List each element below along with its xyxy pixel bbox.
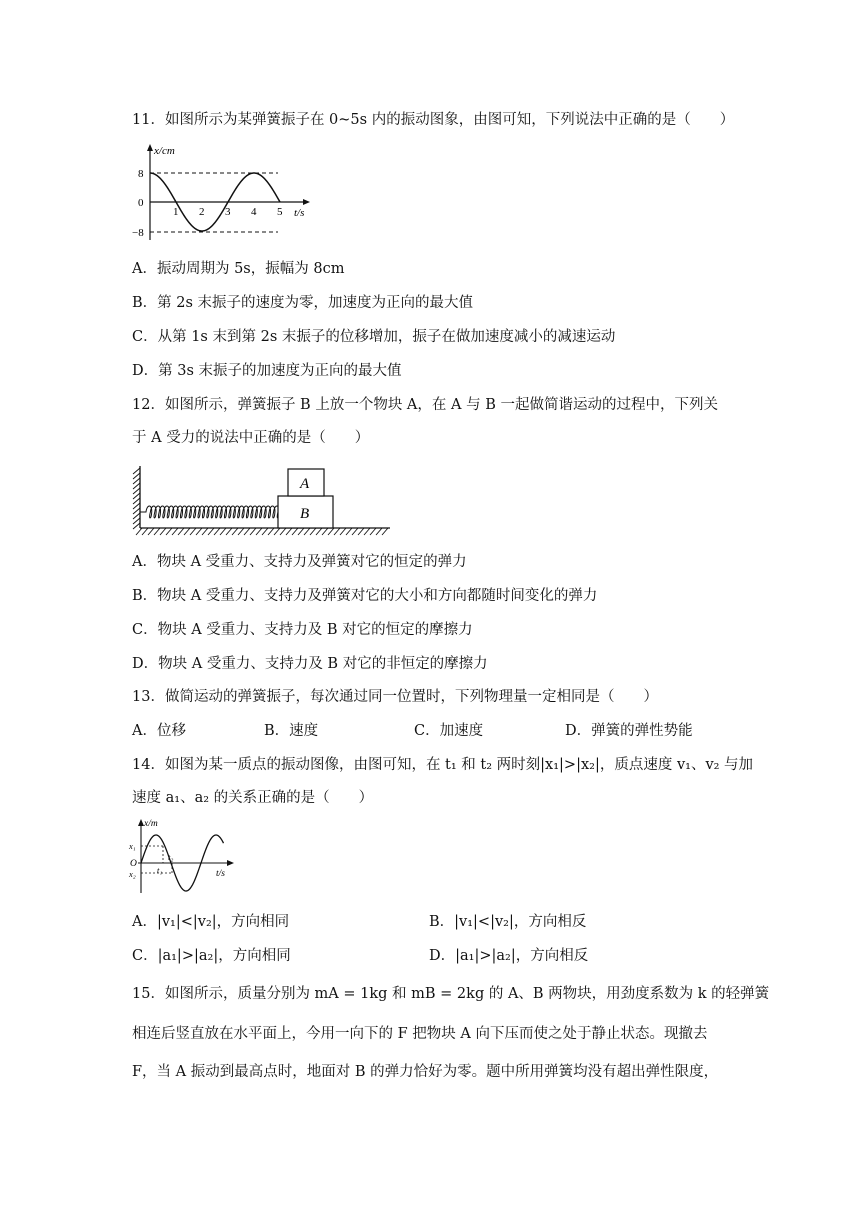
- q13-option-a: A．位移: [132, 723, 186, 739]
- q11-ytick-8: 8: [138, 168, 144, 180]
- floor-hatch-line: [136, 528, 142, 535]
- wall-hatch-line: [133, 488, 140, 494]
- wall-hatch-line: [133, 518, 140, 524]
- floor-hatch-line: [244, 528, 250, 535]
- q11-xtick-3: 3: [225, 206, 231, 218]
- floor-hatch-line: [382, 528, 388, 535]
- floor-hatch-line: [364, 528, 370, 535]
- floor-hatch-line: [262, 528, 268, 535]
- wall-hatch-line: [133, 503, 140, 509]
- q14-vibration-graph: [126, 815, 238, 897]
- q14-stem-line2: 速度 a₁、a₂ 的关系正确的是（ ）: [132, 790, 374, 806]
- q12-option-c: C．物块 A 受重力、支持力及 B 对它的恒定的摩擦力: [132, 622, 473, 638]
- q15-line2: 相连后竖直放在水平面上，今用一向下的 F 把物块 A 向下压而使之处于静止状态。现撤去: [132, 1026, 708, 1042]
- q11-xtick-1: 1: [173, 206, 179, 218]
- floor-hatch-line: [376, 528, 382, 535]
- wall-hatch-line: [133, 493, 140, 499]
- floor-hatch-line: [292, 528, 298, 535]
- floor-hatch-line: [280, 528, 286, 535]
- q12-wall-hatch: [133, 468, 140, 529]
- floor-hatch-line: [316, 528, 322, 535]
- q11-option-c: C．从第 1s 末到第 2s 末振子的位移增加，振子在做加速度减小的减速运动: [132, 329, 616, 345]
- floor-hatch-line: [310, 528, 316, 535]
- q15-line1: 15．如图所示，质量分别为 mA = 1kg 和 mB = 2kg 的 A、B 两物块，用劲度系数为 k 的轻弹簧: [132, 986, 770, 1002]
- q12-stem-line1: 12．如图所示，弹簧振子 B 上放一个物块 A，在 A 与 B 一起做简谐运动的过程中，下列关: [132, 397, 718, 413]
- floor-hatch-line: [340, 528, 346, 535]
- floor-hatch-line: [250, 528, 256, 535]
- q15-line3: F，当 A 振动到最高点时，地面对 B 的弹力恰好为零。题中所用弹簧均没有超出弹性限度，: [132, 1064, 719, 1080]
- q11-y-arrow-icon: [147, 144, 153, 151]
- floor-hatch-line: [142, 528, 148, 535]
- q14-option-b: B．|v₁|<|v₂|，方向相反: [429, 914, 587, 930]
- floor-hatch-line: [370, 528, 376, 535]
- q14-x1-label: x₁: [129, 841, 136, 851]
- floor-hatch-line: [202, 528, 208, 535]
- floor-hatch-line: [322, 528, 328, 535]
- q14-xlabel: t/s: [216, 869, 225, 879]
- floor-hatch-line: [154, 528, 160, 535]
- floor-hatch-line: [268, 528, 274, 535]
- q13-stem: 13．做简运动的弹簧振子，每次通过同一位置时，下列物理量一定相同是（ ）: [132, 689, 658, 705]
- q14-origin-label: O: [130, 859, 137, 869]
- q11-xtick-4: 4: [251, 206, 257, 218]
- floor-hatch-line: [184, 528, 190, 535]
- q12-block-b-label: B: [300, 506, 310, 522]
- q12-option-d: D．物块 A 受重力、支持力及 B 对它的非恒定的摩擦力: [132, 656, 488, 672]
- q14-option-c: C．|a₁|>|a₂|，方向相同: [132, 948, 291, 964]
- wall-hatch-line: [133, 523, 140, 529]
- q11-xtick-5: 5: [277, 206, 283, 218]
- q12-option-b: B．物块 A 受重力、支持力及弹簧对它的大小和方向都随时间变化的弹力: [132, 588, 598, 604]
- q12-stem-line2: 于 A 受力的说法中正确的是（ ）: [132, 430, 370, 446]
- floor-hatch-line: [172, 528, 178, 535]
- floor-hatch-line: [208, 528, 214, 535]
- q14-option-d: D．|a₁|>|a₂|，方向相反: [429, 948, 589, 964]
- q12-spring: [140, 506, 279, 518]
- wall-hatch-line: [133, 498, 140, 504]
- q11-x-arrow-icon: [303, 199, 310, 205]
- q14-stem-line1: 14．如图为某一质点的振动图像，由图可知，在 t₁ 和 t₂ 两时刻|x₁|>|x₂|，质点速度 v₁、v₂ 与加: [132, 757, 754, 773]
- floor-hatch-line: [256, 528, 262, 535]
- q11-xlabel: t/s: [294, 207, 305, 219]
- floor-hatch-line: [232, 528, 238, 535]
- q11-option-b: B．第 2s 末振子的速度为零，加速度为正向的最大值: [132, 295, 474, 311]
- floor-hatch-line: [160, 528, 166, 535]
- floor-hatch-line: [190, 528, 196, 535]
- floor-hatch-line: [178, 528, 184, 535]
- floor-hatch-line: [346, 528, 352, 535]
- q13-option-c: C．加速度: [414, 723, 484, 739]
- floor-hatch-line: [298, 528, 304, 535]
- floor-hatch-line: [148, 528, 154, 535]
- floor-hatch-line: [196, 528, 202, 535]
- q12-floor-hatch: [136, 528, 388, 535]
- wall-hatch-line: [133, 508, 140, 514]
- floor-hatch-line: [166, 528, 172, 535]
- wall-hatch-line: [133, 513, 140, 519]
- q14-t2-label: t₂: [168, 852, 174, 862]
- floor-hatch-line: [358, 528, 364, 535]
- floor-hatch-line: [352, 528, 358, 535]
- floor-hatch-line: [328, 528, 334, 535]
- q12-block-a-label: A: [300, 476, 310, 492]
- q11-vibration-graph: [128, 140, 318, 245]
- wall-hatch-line: [133, 468, 140, 474]
- q14-x-arrow-icon: [227, 860, 234, 866]
- q14-ylabel: x/m: [144, 819, 158, 829]
- floor-hatch-line: [334, 528, 340, 535]
- q13-option-b: B．速度: [264, 723, 319, 739]
- q14-t1-label: t₁: [157, 865, 163, 875]
- floor-hatch-line: [286, 528, 292, 535]
- q12-option-a: A．物块 A 受重力、支持力及弹簧对它的恒定的弹力: [132, 554, 467, 570]
- q11-ylabel: x/cm: [154, 145, 175, 157]
- q11-xtick-2: 2: [199, 206, 205, 218]
- q11-option-d: D．第 3s 末振子的加速度为正向的最大值: [132, 363, 402, 379]
- floor-hatch-line: [226, 528, 232, 535]
- floor-hatch-line: [274, 528, 280, 535]
- floor-hatch-line: [214, 528, 220, 535]
- q14-option-a: A．|v₁|<|v₂|，方向相同: [132, 914, 290, 930]
- floor-hatch-line: [220, 528, 226, 535]
- floor-hatch-line: [238, 528, 244, 535]
- q11-option-a: A．振动周期为 5s，振幅为 8cm: [132, 261, 345, 277]
- floor-hatch-line: [304, 528, 310, 535]
- q11-ytick-0: 0: [138, 197, 144, 209]
- q14-x2-label: x₂: [129, 869, 136, 879]
- wall-hatch-line: [133, 478, 140, 484]
- q12-spring-diagram: [128, 462, 398, 537]
- wall-hatch-line: [133, 483, 140, 489]
- wall-hatch-line: [133, 473, 140, 479]
- q11-stem: 11．如图所示为某弹簧振子在 0~5s 内的振动图象，由图可知，下列说法中正确的是（ ）: [132, 112, 735, 128]
- q11-ytick-neg8: −8: [132, 227, 144, 239]
- q13-option-d: D．弹簧的弹性势能: [565, 723, 693, 739]
